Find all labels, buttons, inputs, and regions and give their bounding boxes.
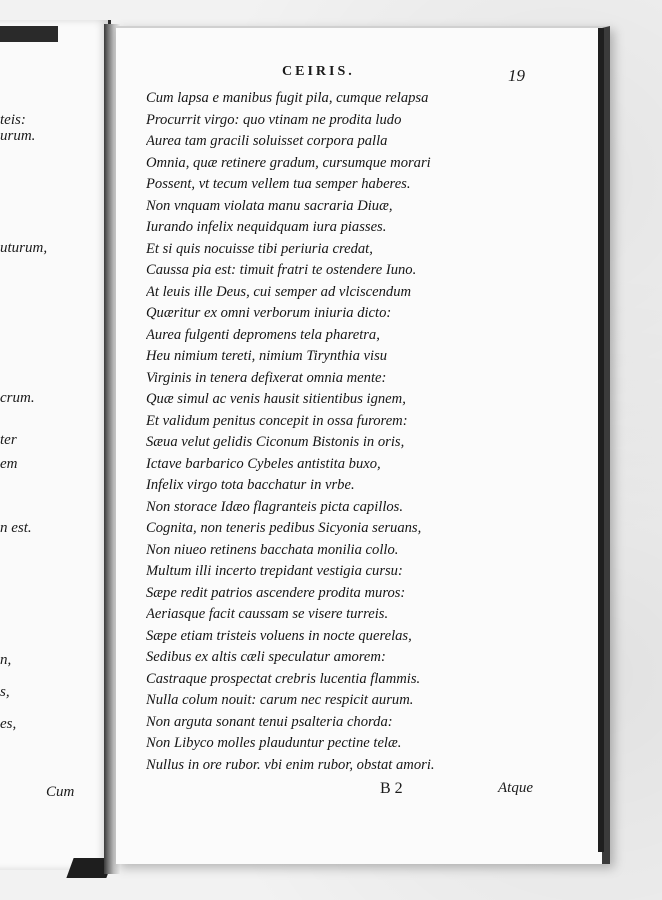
verse-line: Sæpe etiam tristeis voluens in nocte querelas, xyxy=(146,627,412,644)
left-fragment: uturum, xyxy=(0,240,48,256)
page-edge-shadow xyxy=(598,28,604,852)
verse-line: Aurea fulgenti depromens tela pharetra, xyxy=(146,326,380,343)
verse-line: Heu nimium tereti, nimium Tirynthia visu xyxy=(146,348,388,364)
verse-line: Possent, vt tecum vellem tua semper haberes. xyxy=(146,176,411,192)
verse-line: Cognita, non teneris pedibus Sicyonia seruans, xyxy=(146,520,422,536)
verse-line: At leuis ille Deus, cui semper ad vlciscendum xyxy=(146,283,412,300)
verse-line: Ictave barbarico Cybeles antistita buxo, xyxy=(146,455,381,472)
verse-line: Sedibus ex altis cæli speculatur amorem: xyxy=(146,649,386,665)
verse-line: Non vnquam violata manu sacraria Diuæ, xyxy=(146,197,393,214)
running-head: CEIRIS. xyxy=(282,64,355,79)
verse-line: Non storace Idæo flagranteis picta capillos. xyxy=(146,498,404,515)
left-fragment: es, xyxy=(0,716,17,732)
verse-line: Multum illi incerto trepidant vestigia cursu: xyxy=(146,563,403,579)
left-fragment: crum. xyxy=(0,390,35,406)
left-fragment: em xyxy=(0,456,18,472)
verse-line: Procurrit virgo: quo vtinam ne prodita ludo xyxy=(146,111,402,128)
verse-line: Nulla colum nouit: carum nec respicit aurum. xyxy=(146,692,414,708)
verse-line: Iurando infelix nequidquam iura piasses. xyxy=(146,219,387,235)
left-cover-edge xyxy=(0,26,58,42)
verse-line: Sæua velut gelidis Ciconum Bistonis in oris, xyxy=(146,434,405,450)
verse-line: Infelix virgo tota bacchatur in vrbe. xyxy=(146,477,355,493)
catchword: Atque xyxy=(498,780,533,796)
verse-line: Castraque prospectat crebris lucentia flammis. xyxy=(146,670,421,687)
left-catchword: Cum xyxy=(46,784,75,800)
verse-line: Cum lapsa e manibus fugit pila, cumque relapsa xyxy=(146,90,429,106)
left-fragment: n est. xyxy=(0,520,32,536)
verse-line: Omnia, quæ retinere gradum, cursumque morari xyxy=(146,154,431,171)
verse-line: Non Libyco molles plauduntur pectine telæ. xyxy=(146,735,402,751)
verse-line: Et si quis nocuisse tibi periuria credat, xyxy=(146,240,373,257)
verse-block xyxy=(146,88,476,776)
verse-line: Quæritur ex omni verborum iniuria dicto: xyxy=(146,305,392,321)
verse-line: Non arguta sonant tenui psalteria chorda: xyxy=(146,713,393,730)
verse-line: Aurea tam gracili soluisset corpora palla xyxy=(146,133,388,149)
left-fragment: s, xyxy=(0,684,10,700)
page-number: 19 xyxy=(508,66,525,85)
verse-line: Aeriasque facit caussam se visere turreis. xyxy=(146,606,389,622)
verse-line: Caussa pia est: timuit fratri te ostendere Iuno. xyxy=(146,262,417,278)
signature-mark: B 2 xyxy=(380,780,403,797)
verse-line: Quæ simul ac venis hausit sitientibus ignem, xyxy=(146,391,406,407)
verse-line: Non niueo retinens bacchata monilia collo. xyxy=(146,541,399,558)
verse-line: Nullus in ore rubor. vbi enim rubor, obstat amori. xyxy=(146,756,435,773)
left-fragment: ter xyxy=(0,432,17,448)
left-fragment: urum. xyxy=(0,128,36,144)
verse-line: Et validum penitus concepit in ossa furorem: xyxy=(146,412,408,429)
left-fragment: n, xyxy=(0,652,12,668)
verse-line: Virginis in tenera defixerat omnia mente: xyxy=(146,369,387,386)
verse-line: Sæpe redit patrios ascendere prodita muros: xyxy=(146,584,406,601)
left-fragment: teis: xyxy=(0,112,26,128)
